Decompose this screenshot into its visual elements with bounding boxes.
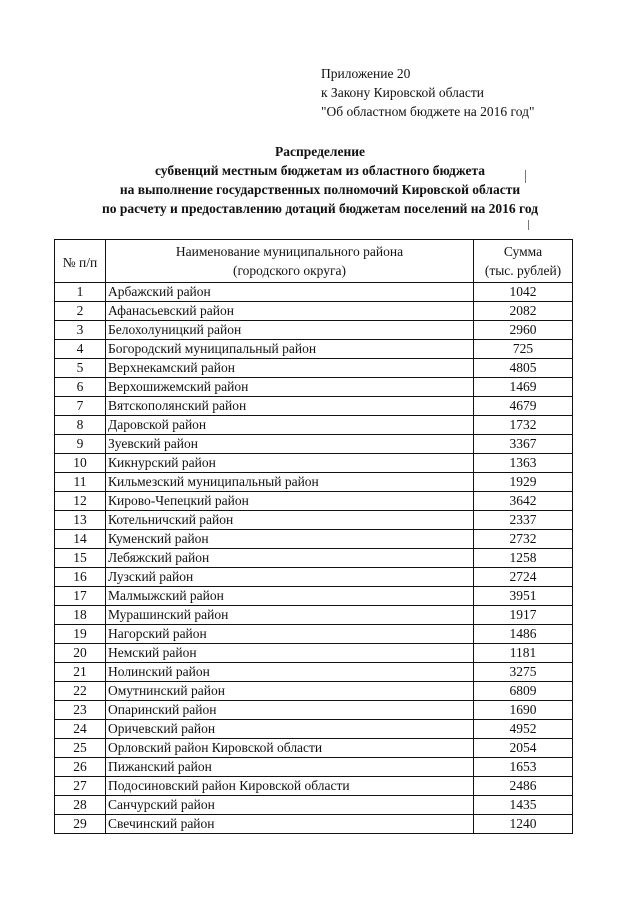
row-sum: 1435: [474, 796, 573, 815]
table-row: [55, 568, 573, 587]
table-row: [55, 397, 573, 416]
table-body: [55, 283, 573, 834]
row-name: Арбажский район: [106, 283, 474, 302]
annex-line-2: к Закону Кировской области: [321, 85, 485, 100]
row-num: 6: [55, 378, 106, 397]
table-row: [55, 549, 573, 568]
row-name: Омутнинский район: [106, 682, 474, 701]
header-sum-line-1: Сумма: [503, 244, 543, 259]
annex-line-1: Приложение 20: [321, 66, 411, 81]
row-num: 2: [55, 302, 106, 321]
scan-mark: [528, 220, 529, 230]
row-num: 29: [55, 815, 106, 834]
row-num: 27: [55, 777, 106, 796]
row-num: 22: [55, 682, 106, 701]
header-num: № п/п: [55, 240, 106, 283]
row-name: Белохолуницкий район: [106, 321, 474, 340]
title-line-2: субвенций местным бюджетам из областного бюджета: [154, 163, 486, 178]
row-name: Оричевский район: [106, 720, 474, 739]
table-header-row: [55, 240, 573, 283]
annex-line-3: "Об областном бюджете на 2016 год": [321, 104, 535, 119]
table-row: [55, 435, 573, 454]
row-num: 23: [55, 701, 106, 720]
table-row: [55, 321, 573, 340]
row-sum: 725: [474, 340, 573, 359]
row-name: Даровской район: [106, 416, 474, 435]
row-sum: 2732: [474, 530, 573, 549]
row-sum: 1486: [474, 625, 573, 644]
row-num: 24: [55, 720, 106, 739]
table-row: [55, 359, 573, 378]
row-name: Подосиновский район Кировской области: [106, 777, 474, 796]
row-name: Афанасьевский район: [106, 302, 474, 321]
row-sum: 2960: [474, 321, 573, 340]
header-name-line-1: Наименование муниципального района: [175, 244, 404, 259]
row-name: Санчурский район: [106, 796, 474, 815]
header-sum-line-2: (тыс. рублей): [484, 263, 562, 278]
row-sum: 1258: [474, 549, 573, 568]
row-num: 15: [55, 549, 106, 568]
table-row: [55, 416, 573, 435]
row-sum: 1917: [474, 606, 573, 625]
row-name: Нагорский район: [106, 625, 474, 644]
table-row: [55, 644, 573, 663]
row-name: Орловский район Кировской области: [106, 739, 474, 758]
row-sum: 3367: [474, 435, 573, 454]
table-row: [55, 378, 573, 397]
row-name: Немский район: [106, 644, 474, 663]
row-sum: 2337: [474, 511, 573, 530]
row-name: Лузский район: [106, 568, 474, 587]
row-name: Котельничский район: [106, 511, 474, 530]
row-num: 4: [55, 340, 106, 359]
table-row: [55, 302, 573, 321]
row-num: 28: [55, 796, 106, 815]
subvention-table: [54, 239, 573, 834]
row-sum: 2054: [474, 739, 573, 758]
row-sum: 1181: [474, 644, 573, 663]
row-sum: 1240: [474, 815, 573, 834]
row-num: 21: [55, 663, 106, 682]
row-num: 5: [55, 359, 106, 378]
table-row: [55, 530, 573, 549]
table-row: [55, 454, 573, 473]
table-row: [55, 739, 573, 758]
row-name: Малмыжский район: [106, 587, 474, 606]
row-sum: 1732: [474, 416, 573, 435]
row-sum: 6809: [474, 682, 573, 701]
row-name: Верхошижемский район: [106, 378, 474, 397]
row-num: 20: [55, 644, 106, 663]
table-row: [55, 663, 573, 682]
table-row: [55, 340, 573, 359]
table-row: [55, 758, 573, 777]
table-row: [55, 606, 573, 625]
row-sum: 2486: [474, 777, 573, 796]
row-num: 9: [55, 435, 106, 454]
document-title: [40, 142, 600, 218]
table-row: [55, 815, 573, 834]
table-row: [55, 511, 573, 530]
row-num: 25: [55, 739, 106, 758]
header-sum: [474, 240, 573, 283]
title-line-1: Распределение: [274, 144, 366, 159]
row-sum: 4952: [474, 720, 573, 739]
table-row: [55, 701, 573, 720]
table-row: [55, 720, 573, 739]
row-sum: 2082: [474, 302, 573, 321]
row-num: 7: [55, 397, 106, 416]
table-row: [55, 777, 573, 796]
row-name: Кикнурский район: [106, 454, 474, 473]
row-name: Зуевский район: [106, 435, 474, 454]
row-name: Мурашинский район: [106, 606, 474, 625]
row-name: Опаринский район: [106, 701, 474, 720]
row-sum: 4805: [474, 359, 573, 378]
row-num: 12: [55, 492, 106, 511]
row-sum: 3275: [474, 663, 573, 682]
row-name: Лебяжский район: [106, 549, 474, 568]
row-num: 18: [55, 606, 106, 625]
row-name: Пижанский район: [106, 758, 474, 777]
scan-mark: [525, 170, 526, 183]
row-name: Свечинский район: [106, 815, 474, 834]
row-num: 10: [55, 454, 106, 473]
row-sum: 1929: [474, 473, 573, 492]
title-line-4: по расчету и предоставлению дотаций бюджетам поселений на 2016 год: [101, 201, 539, 216]
table-row: [55, 492, 573, 511]
row-name: Вятскополянский район: [106, 397, 474, 416]
table-row: [55, 682, 573, 701]
row-name: Куменский район: [106, 530, 474, 549]
row-num: 17: [55, 587, 106, 606]
row-sum: 4679: [474, 397, 573, 416]
row-sum: 3951: [474, 587, 573, 606]
table-row: [55, 796, 573, 815]
header-name-line-2: (городского округа): [232, 263, 347, 278]
row-name: Кильмезский муниципальный район: [106, 473, 474, 492]
row-num: 3: [55, 321, 106, 340]
row-num: 11: [55, 473, 106, 492]
row-num: 16: [55, 568, 106, 587]
table-row: [55, 625, 573, 644]
annex-header: [321, 64, 535, 121]
table-row: [55, 587, 573, 606]
table-row: [55, 473, 573, 492]
row-sum: 3642: [474, 492, 573, 511]
title-line-3: на выполнение государственных полномочий Кировской области: [119, 182, 521, 197]
row-sum: 1042: [474, 283, 573, 302]
row-sum: 1690: [474, 701, 573, 720]
row-num: 13: [55, 511, 106, 530]
table-row: [55, 283, 573, 302]
header-name: [106, 240, 474, 283]
row-sum: 1653: [474, 758, 573, 777]
row-sum: 1363: [474, 454, 573, 473]
row-name: Верхнекамский район: [106, 359, 474, 378]
row-num: 26: [55, 758, 106, 777]
row-num: 19: [55, 625, 106, 644]
row-num: 8: [55, 416, 106, 435]
row-num: 14: [55, 530, 106, 549]
row-name: Богородский муниципальный район: [106, 340, 474, 359]
row-name: Кирово-Чепецкий район: [106, 492, 474, 511]
row-sum: 2724: [474, 568, 573, 587]
row-sum: 1469: [474, 378, 573, 397]
row-name: Нолинский район: [106, 663, 474, 682]
row-num: 1: [55, 283, 106, 302]
